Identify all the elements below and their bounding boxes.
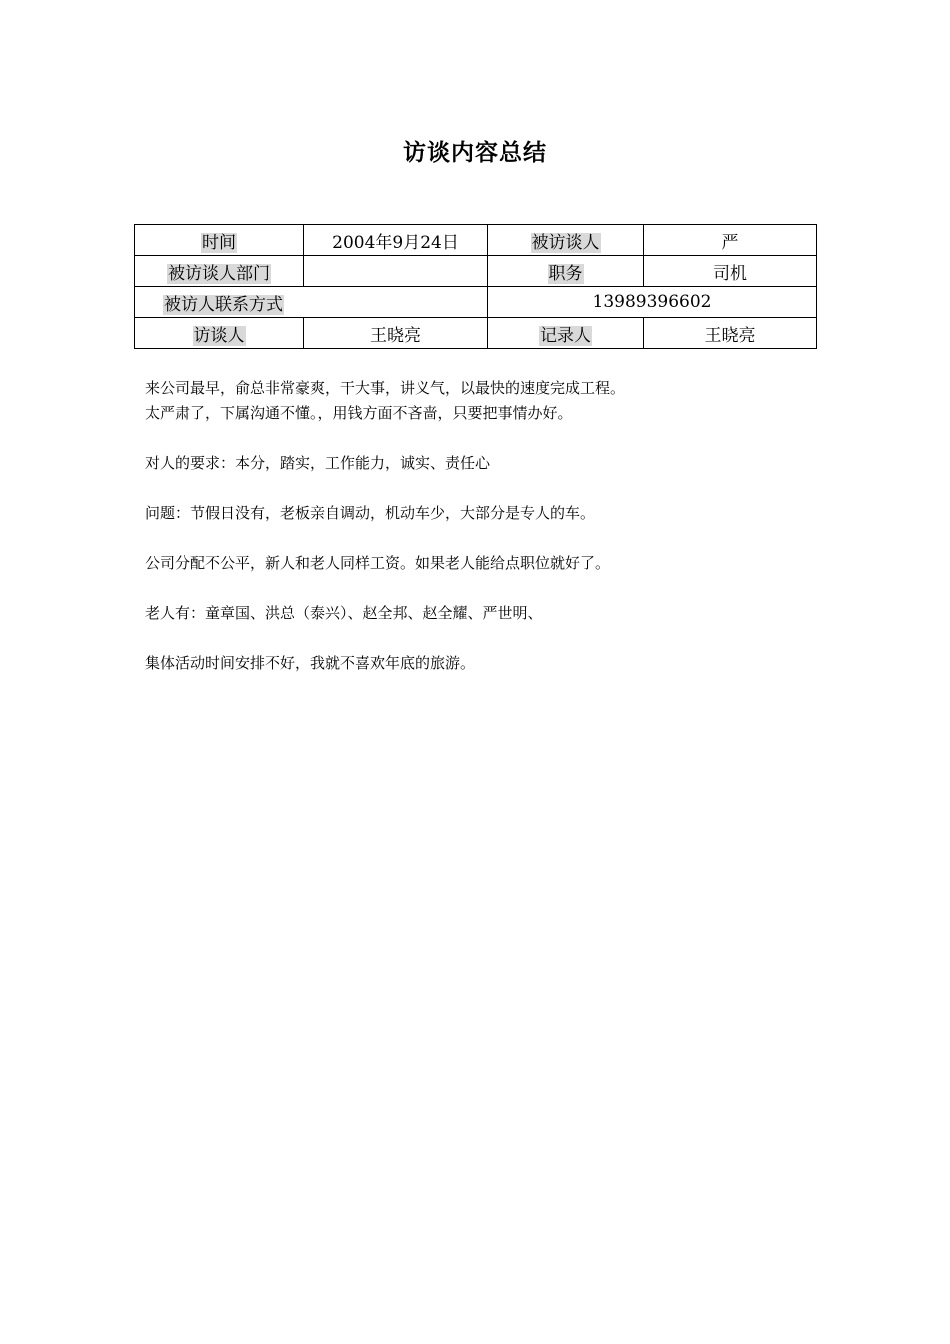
interviewer-label: 访谈人: [193, 325, 245, 346]
position-label-cell: [488, 256, 644, 287]
note-paragraph: 集体活动时间安排不好，我就不喜欢年底的旅游。: [145, 654, 476, 672]
document-title: 访谈内容总结: [403, 140, 547, 166]
time-label-cell: [135, 225, 304, 256]
interviewee-value: 严: [644, 225, 817, 256]
time-value: 2004年9月24日: [304, 225, 488, 256]
table-row: [135, 318, 817, 349]
table-row: [135, 287, 817, 318]
note-paragraph: 太严肃了，下属沟通不懂。，用钱方面不吝啬，只要把事情办好。: [145, 404, 573, 422]
contact-label-cell: [135, 287, 488, 318]
note-paragraph: 公司分配不公平，新人和老人同样工资。如果老人能给点职位就好了。: [145, 554, 611, 572]
interview-info-table: [134, 224, 817, 349]
department-label: 被访谈人部门: [168, 263, 270, 284]
table-row: [135, 256, 817, 287]
note-paragraph: 对人的要求：本分，踏实，工作能力，诚实、责任心: [145, 454, 491, 472]
interviewer-value: 王晓亮: [304, 318, 488, 349]
position-value: 司机: [644, 256, 817, 287]
note-paragraph: 来公司最早，俞总非常豪爽，干大事，讲义气，以最快的速度完成工程。: [145, 379, 626, 397]
position-label: 职务: [548, 263, 583, 284]
department-label-cell: [135, 256, 304, 287]
note-paragraph: 老人有：童章国、洪总（泰兴）、赵全邦、赵全耀、严世明、: [145, 604, 543, 622]
note-paragraph: 问题：节假日没有，老板亲自调动，机动车少，大部分是专人的车。: [145, 504, 596, 522]
interviewee-label: 被访谈人: [531, 232, 600, 253]
department-value: [304, 256, 488, 287]
contact-value: 13989396602: [488, 287, 817, 318]
interview-notes: [145, 376, 825, 676]
recorder-value: 王晓亮: [644, 318, 817, 349]
interviewer-label-cell: [135, 318, 304, 349]
contact-label: 被访人联系方式: [164, 294, 283, 315]
interviewee-label-cell: [488, 225, 644, 256]
table-row: [135, 225, 817, 256]
recorder-label: 记录人: [540, 325, 591, 346]
time-label: 时间: [202, 232, 236, 253]
recorder-label-cell: [488, 318, 644, 349]
